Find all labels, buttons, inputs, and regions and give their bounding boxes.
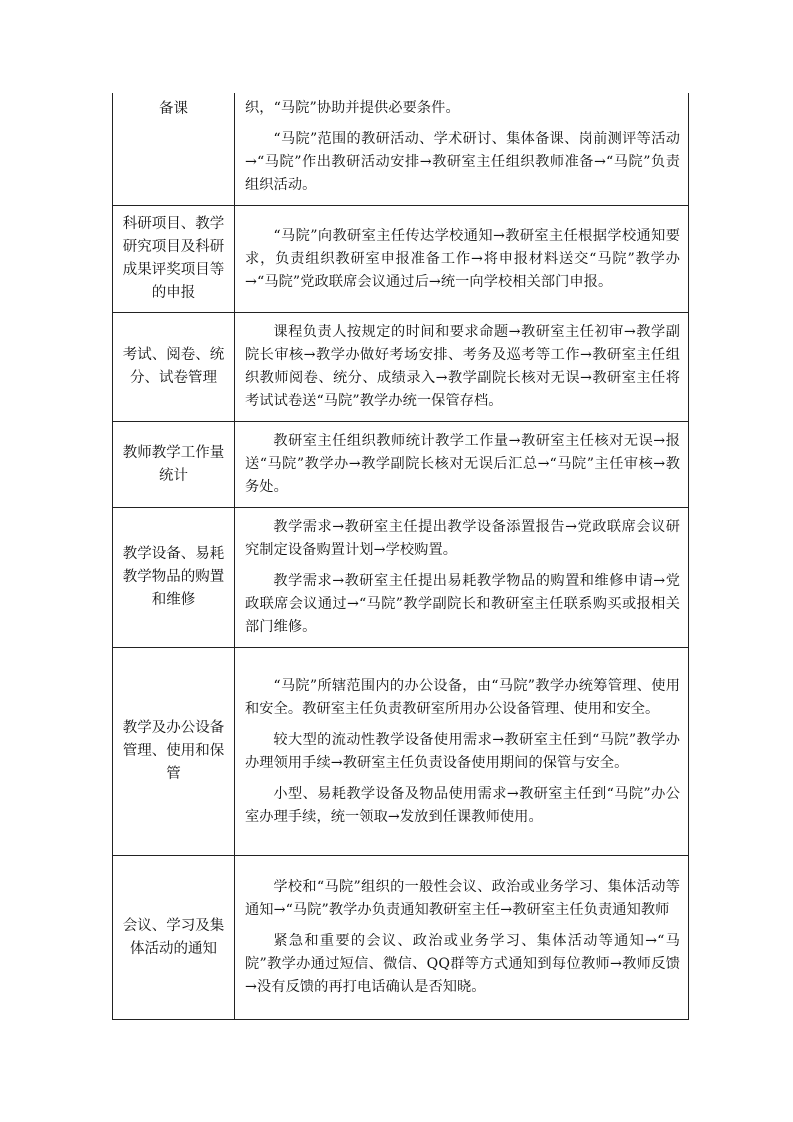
row-category (113, 856, 235, 1020)
row-paragraph: “马院”范围的教研活动、学术研讨、集体备课、岗前测评等活动→“马院”作出教研活动安排→教研室主任组织教师准备→“马院”负责组织活动。 (245, 131, 680, 193)
row-content (235, 648, 689, 856)
category-label: 教学设备、易耗教学物品的购置和维修 (122, 546, 225, 608)
table-row (113, 508, 689, 648)
table-row (113, 856, 689, 1020)
row-paragraph: 小型、易耗教学设备及物品使用需求→教研室主任到“马院”办公室办理手续，统一领取→发放到任课教师使用。 (245, 785, 680, 825)
table-row (113, 93, 689, 206)
category-label: 科研项目、教学研究项目及科研成果评奖项目等的申报 (122, 216, 225, 301)
row-content (235, 422, 689, 508)
row-category (113, 313, 235, 422)
row-paragraph: 教研室主任组织教师统计教学工作量→教研室主任核对无误→报送“马院”教学办→教学副院长核对无误后汇总→“马院”主任审核→教务处。 (245, 433, 680, 495)
table-row (113, 313, 689, 422)
row-paragraph: 课程负责人按规定的时间和要求命题→教研室主任初审→教学副院长审核→教学办做好考场安排、考务及巡考等工作→教研室主任组织教师阅卷、统分、成绩录入→教学副院长核对无误→教研室主任将考试试卷送“马院”教学办统一保管存档。 (245, 324, 680, 409)
row-content (235, 856, 689, 1020)
row-paragraph: 教学需求→教研室主任提出教学设备添置报告→党政联席会议研究制定设备购置计划→学校购置。 (245, 519, 680, 558)
row-paragraph: “马院”所辖范围内的办公设备，由“马院”教学办统筹管理、使用和安全。教研室主任负责教研室所用办公设备管理、使用和安全。 (245, 677, 680, 717)
row-content (235, 313, 689, 422)
row-category (113, 93, 235, 206)
row-paragraph: 较大型的流动性教学设备使用需求→教研室主任到“马院”教学办办理领用手续→教研室主任负责设备使用期间的保管与安全。 (245, 731, 680, 771)
row-paragraph: 学校和“马院”组织的一般性会议、政治或业务学习、集体活动等通知→“马院”教学办负责通知教研室主任→教研室主任负责通知教师 (245, 879, 680, 918)
row-paragraph: 紧急和重要的会议、政治或业务学习、集体活动等通知→“马院”教学办通过短信、微信、QQ群等方式通知到每位教师→教师反馈→没有反馈的再打电话确认是否知晓。 (245, 933, 680, 995)
row-category (113, 648, 235, 856)
row-category (113, 508, 235, 648)
row-category (113, 422, 235, 508)
row-paragraph: 教学需求→教研室主任提出易耗教学物品的购置和维修申请→党政联席会议通过→“马院”教学副院长和教研室主任联系购买或报相关部门维修。 (245, 573, 680, 635)
row-paragraph: 织，“马院”协助并提供必要条件。 (245, 100, 460, 116)
category-label: 教学及办公设备管理、使用和保管 (122, 720, 225, 782)
category-label: 考试、阅卷、统分、试卷管理 (122, 347, 225, 386)
procedure-table (112, 93, 689, 1020)
table-row (113, 422, 689, 508)
table-row (113, 648, 689, 856)
category-label: 备课 (159, 101, 188, 117)
row-paragraph: “马院”向教研室主任传达学校通知→教研室主任根据学校通知要求，负责组织教研室申报准备工作→将申报材料送交“马院”教学办→“马院”党政联席会议通过后→统一向学校相关部门申报。 (245, 227, 680, 290)
table-row (113, 206, 689, 313)
row-content (235, 508, 689, 648)
category-label: 会议、学习及集体活动的通知 (122, 917, 225, 957)
row-content (235, 206, 689, 313)
row-content (235, 93, 689, 206)
row-category (113, 206, 235, 313)
category-label: 教师教学工作量统计 (122, 444, 225, 484)
